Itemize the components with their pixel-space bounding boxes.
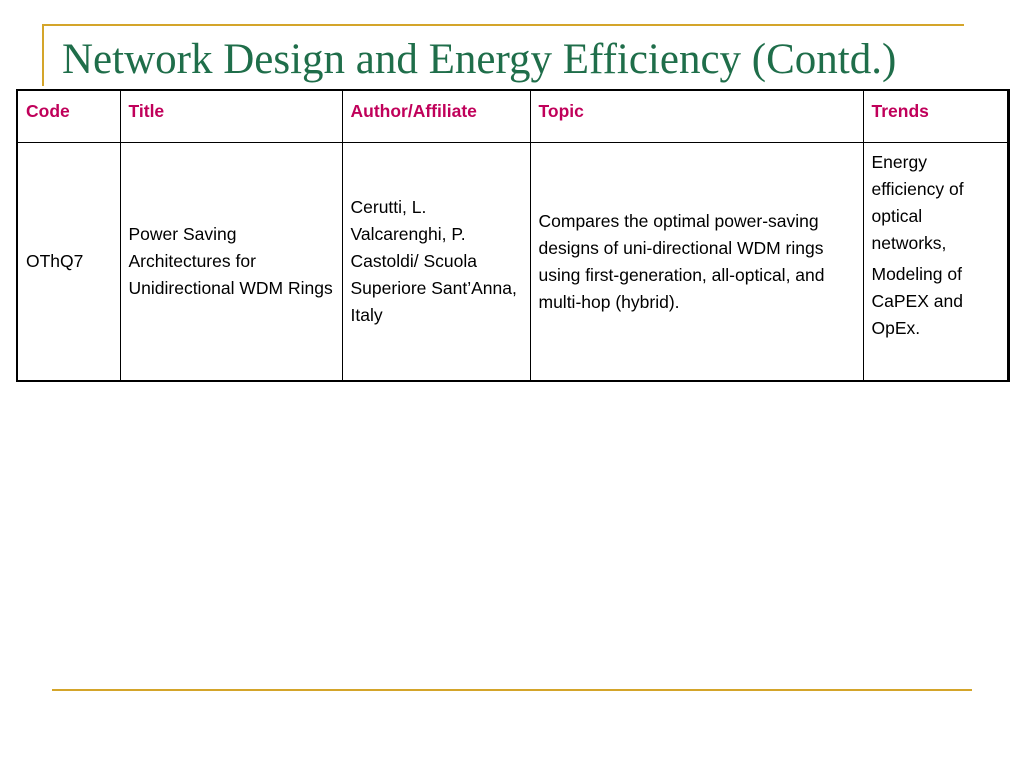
header-topic: Topic: [530, 90, 863, 143]
trend-item: Energy efficiency of optical networks,: [871, 152, 964, 253]
table-header-row: [17, 90, 1008, 143]
header-title: Title: [120, 90, 342, 143]
cell-author: Cerutti, L. Valcarenghi, P. Castoldi/ Scuola Superiore Sant’Anna, Italy: [342, 143, 530, 382]
trend-item: Modeling of CaPEX and OpEx.: [871, 264, 963, 338]
slide-title: Network Design and Energy Efficiency (Contd.): [62, 36, 897, 83]
table-row: [17, 143, 1008, 382]
cell-trends: [863, 143, 1008, 382]
top-accent-line: [42, 24, 964, 26]
cell-code: OThQ7: [17, 143, 120, 382]
header-code: Code: [17, 90, 120, 143]
cell-topic: Compares the optimal power-saving designs of uni-directional WDM rings using first-generation, all-optical, and multi-hop (hybrid).: [530, 143, 863, 382]
bottom-accent-line: [52, 689, 972, 691]
header-trends: Trends: [863, 90, 1008, 143]
left-accent-line: [42, 24, 44, 86]
papers-table: [16, 89, 1010, 382]
cell-title: Power Saving Architectures for Unidirectional WDM Rings: [120, 143, 342, 382]
header-author: Author/Affiliate: [342, 90, 530, 143]
